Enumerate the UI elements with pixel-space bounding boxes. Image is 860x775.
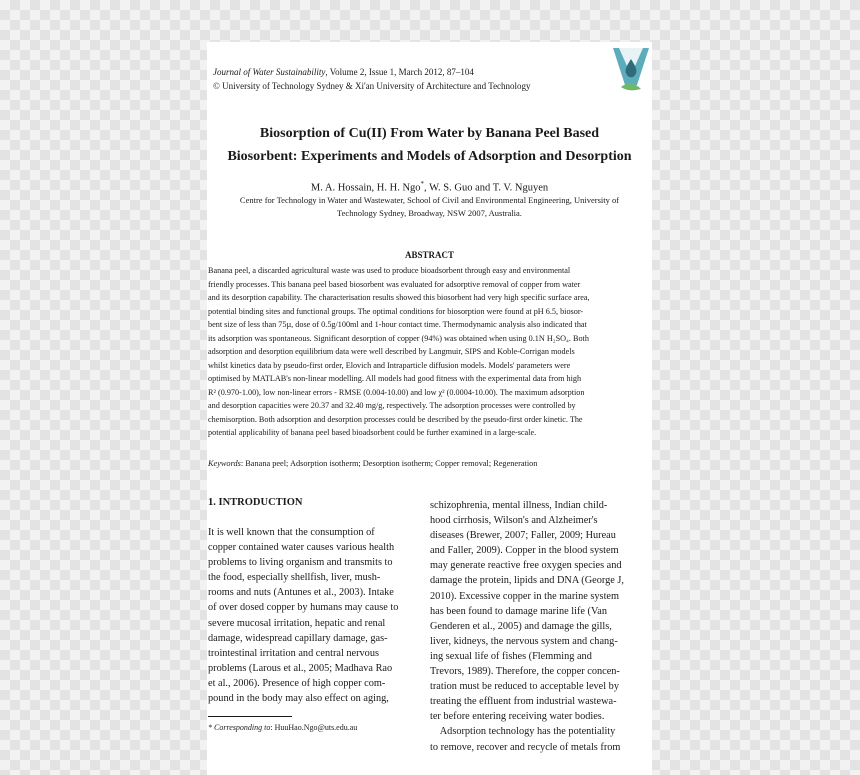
body-line: liver, kidneys, the nervous system and chang- (430, 635, 618, 647)
footnote-rule (208, 716, 292, 717)
journal-name: Journal of Water Sustainability (213, 67, 326, 77)
introduction-left-column (208, 525, 416, 706)
body-line: hood cirrhosis, Wilson's and Alzheimer's (430, 515, 598, 527)
footnote-label: * Corresponding to (208, 723, 271, 732)
abstract-line: chemisorption. Both adsorption and desorption processes could be described by the pseudo-first order kinetic. The (208, 414, 583, 424)
abstract-line: its adsorption was spontaneous. Significant desorption of copper (94%) was obtained when using 0.1N H₂SO₄. Both (208, 333, 589, 343)
abstract-line: adsorption and desorption equilibrium data were well described by Langmuir, SIPS and Koble-Corrigan models (208, 347, 575, 356)
copyright-line: © University of Technology Sydney & Xi'an University of Architecture and Technology (213, 81, 531, 91)
body-line: schizophrenia, mental illness, Indian child- (430, 500, 608, 511)
body-line: 2010). Excessive copper in the marine system (430, 590, 620, 602)
paper-title-line-1: Biosorption of Cu(II) From Water by Banana Peel Based (259, 126, 600, 141)
body-line: treating the effluent from industrial wastewa- (430, 696, 617, 708)
body-line: and Faller, 2009). Copper in the blood system (430, 545, 619, 557)
body-line: ing sexual life of fishes (Flemming and (430, 650, 592, 662)
corresponding-email: : HuuHao.Ngo@uts.edu.au (270, 723, 358, 732)
corresponding-mark: * (420, 180, 425, 188)
abstract-line: potential binding sites and functional groups. The optimal conditions for biosorption were found at pH 6.5, biosor- (208, 306, 584, 316)
abstract-line: and its desorption capability. The characterisation results showed this biosorbent had very high specific surface area, (208, 293, 590, 302)
body-line: It is well known that the consumption of (208, 527, 375, 538)
body-line: severe mucosal irritation, hepatic and renal (208, 617, 386, 629)
authors-after-mark: , W. S. Guo and T. V. Nguyen (424, 182, 549, 194)
abstract-line: optimised by MATLAB's non-linear modelling. All models had good fitness with the experimental data from high (208, 374, 582, 383)
abstract-line: whilst kinetics data by pseudo-first order, Elovich and Intraparticle diffusion models. Models' parameters were (208, 360, 571, 370)
body-line: copper contained water causes various health (208, 542, 395, 554)
body-line: problems to living organism and transmits to (208, 557, 393, 569)
journal-drop-logo-icon (611, 45, 651, 95)
abstract-line: Banana peel, a discarded agricultural waste was used to produce bioadsorbent through easy and environmental (208, 266, 571, 275)
body-line: damage the protein, lipids and DNA (George J, (430, 575, 624, 587)
abstract-heading: ABSTRACT (404, 250, 454, 260)
keywords-list: : Banana peel; Adsorption isotherm; Desorption isotherm; Copper removal; Regeneration (240, 459, 538, 468)
body-line: Adsorption technology has the potentiality (430, 726, 616, 738)
body-line: pound in the body may also effect on aging, (208, 693, 389, 705)
affiliation-line-1: Centre for Technology in Water and Wastewater, School of Civil and Environmental Engineering, University of (239, 195, 620, 205)
paper-title-line-2: Biosorbent: Experiments and Models of Adsorption and Desorption (227, 149, 632, 164)
journal-volume-issue: , Volume 2, Issue 1, March 2012, 87–104 (325, 67, 474, 77)
paper-page (207, 42, 652, 775)
authors-before-mark: M. A. Hossain, H. H. Ngo (310, 182, 421, 194)
body-line: trointestinal irritation and central nervous (208, 647, 379, 659)
body-line: problems (Larous et al., 2005; Madhava Rao (208, 662, 393, 674)
abstract-line: friendly processes. This banana peel based biosorbent was evaluated for adsorptive removal of copper from water (208, 279, 581, 289)
abstract-line: and desorption capacities were 20.37 and 32.40 mg/g, respectively. The adsorption processes were controlled by (208, 401, 576, 410)
body-line: the food, especially shellfish, liver, mush- (208, 572, 381, 584)
keywords-label: Keywords (208, 459, 241, 468)
journal-citation (213, 65, 474, 79)
body-line: ter before entering receiving water bodies. (430, 711, 605, 723)
body-line: Genderen et al., 2005) and damage the gills, (430, 620, 612, 632)
body-line: rooms and nuts (Antunes et al., 2003). Intake (208, 587, 394, 599)
footnote-corresponding-author (208, 723, 357, 732)
abstract-body (208, 264, 638, 440)
body-line: Trevors, 1989). Therefore, the copper concen- (430, 666, 620, 678)
abstract-line: R² (0.970-1.00), low non-linear errors - RMSE (0.004-10.00) and low χ² (0.0004-10.00). The maximum adsorption (208, 387, 585, 397)
abstract-line: bent size of less than 75µ, dose of 0.5g/100ml and 1-hour contact time. Thermodynamic analysis also indicated that (208, 320, 587, 329)
body-line: et al., 2006). Presence of high copper com- (208, 677, 386, 689)
introduction-right-column (430, 498, 638, 755)
abstract-line: potential applicability of banana peel based bioadsorbent could be further examined in a large-scale. (208, 428, 537, 437)
body-line: tration must be reduced to acceptable level by (430, 681, 619, 693)
keywords-line (208, 459, 638, 468)
body-line: to remove, recover and recycle of metals from (430, 741, 621, 753)
body-line: has been found to damage marine life (Van (430, 605, 607, 617)
body-line: damage, widespread capillary damage, gas- (208, 632, 388, 644)
affiliation-line-2: Technology Sydney, Broadway, NSW 2007, Australia. (337, 208, 522, 218)
section-heading-introduction: 1. INTRODUCTION (208, 497, 303, 508)
body-line: diseases (Brewer, 2007; Faller, 2009; Hureau (430, 530, 616, 542)
author-list (207, 180, 652, 194)
body-line: of over dosed copper by humans may cause to (208, 602, 399, 614)
body-line: may generate reactive free oxygen species and (430, 560, 622, 572)
